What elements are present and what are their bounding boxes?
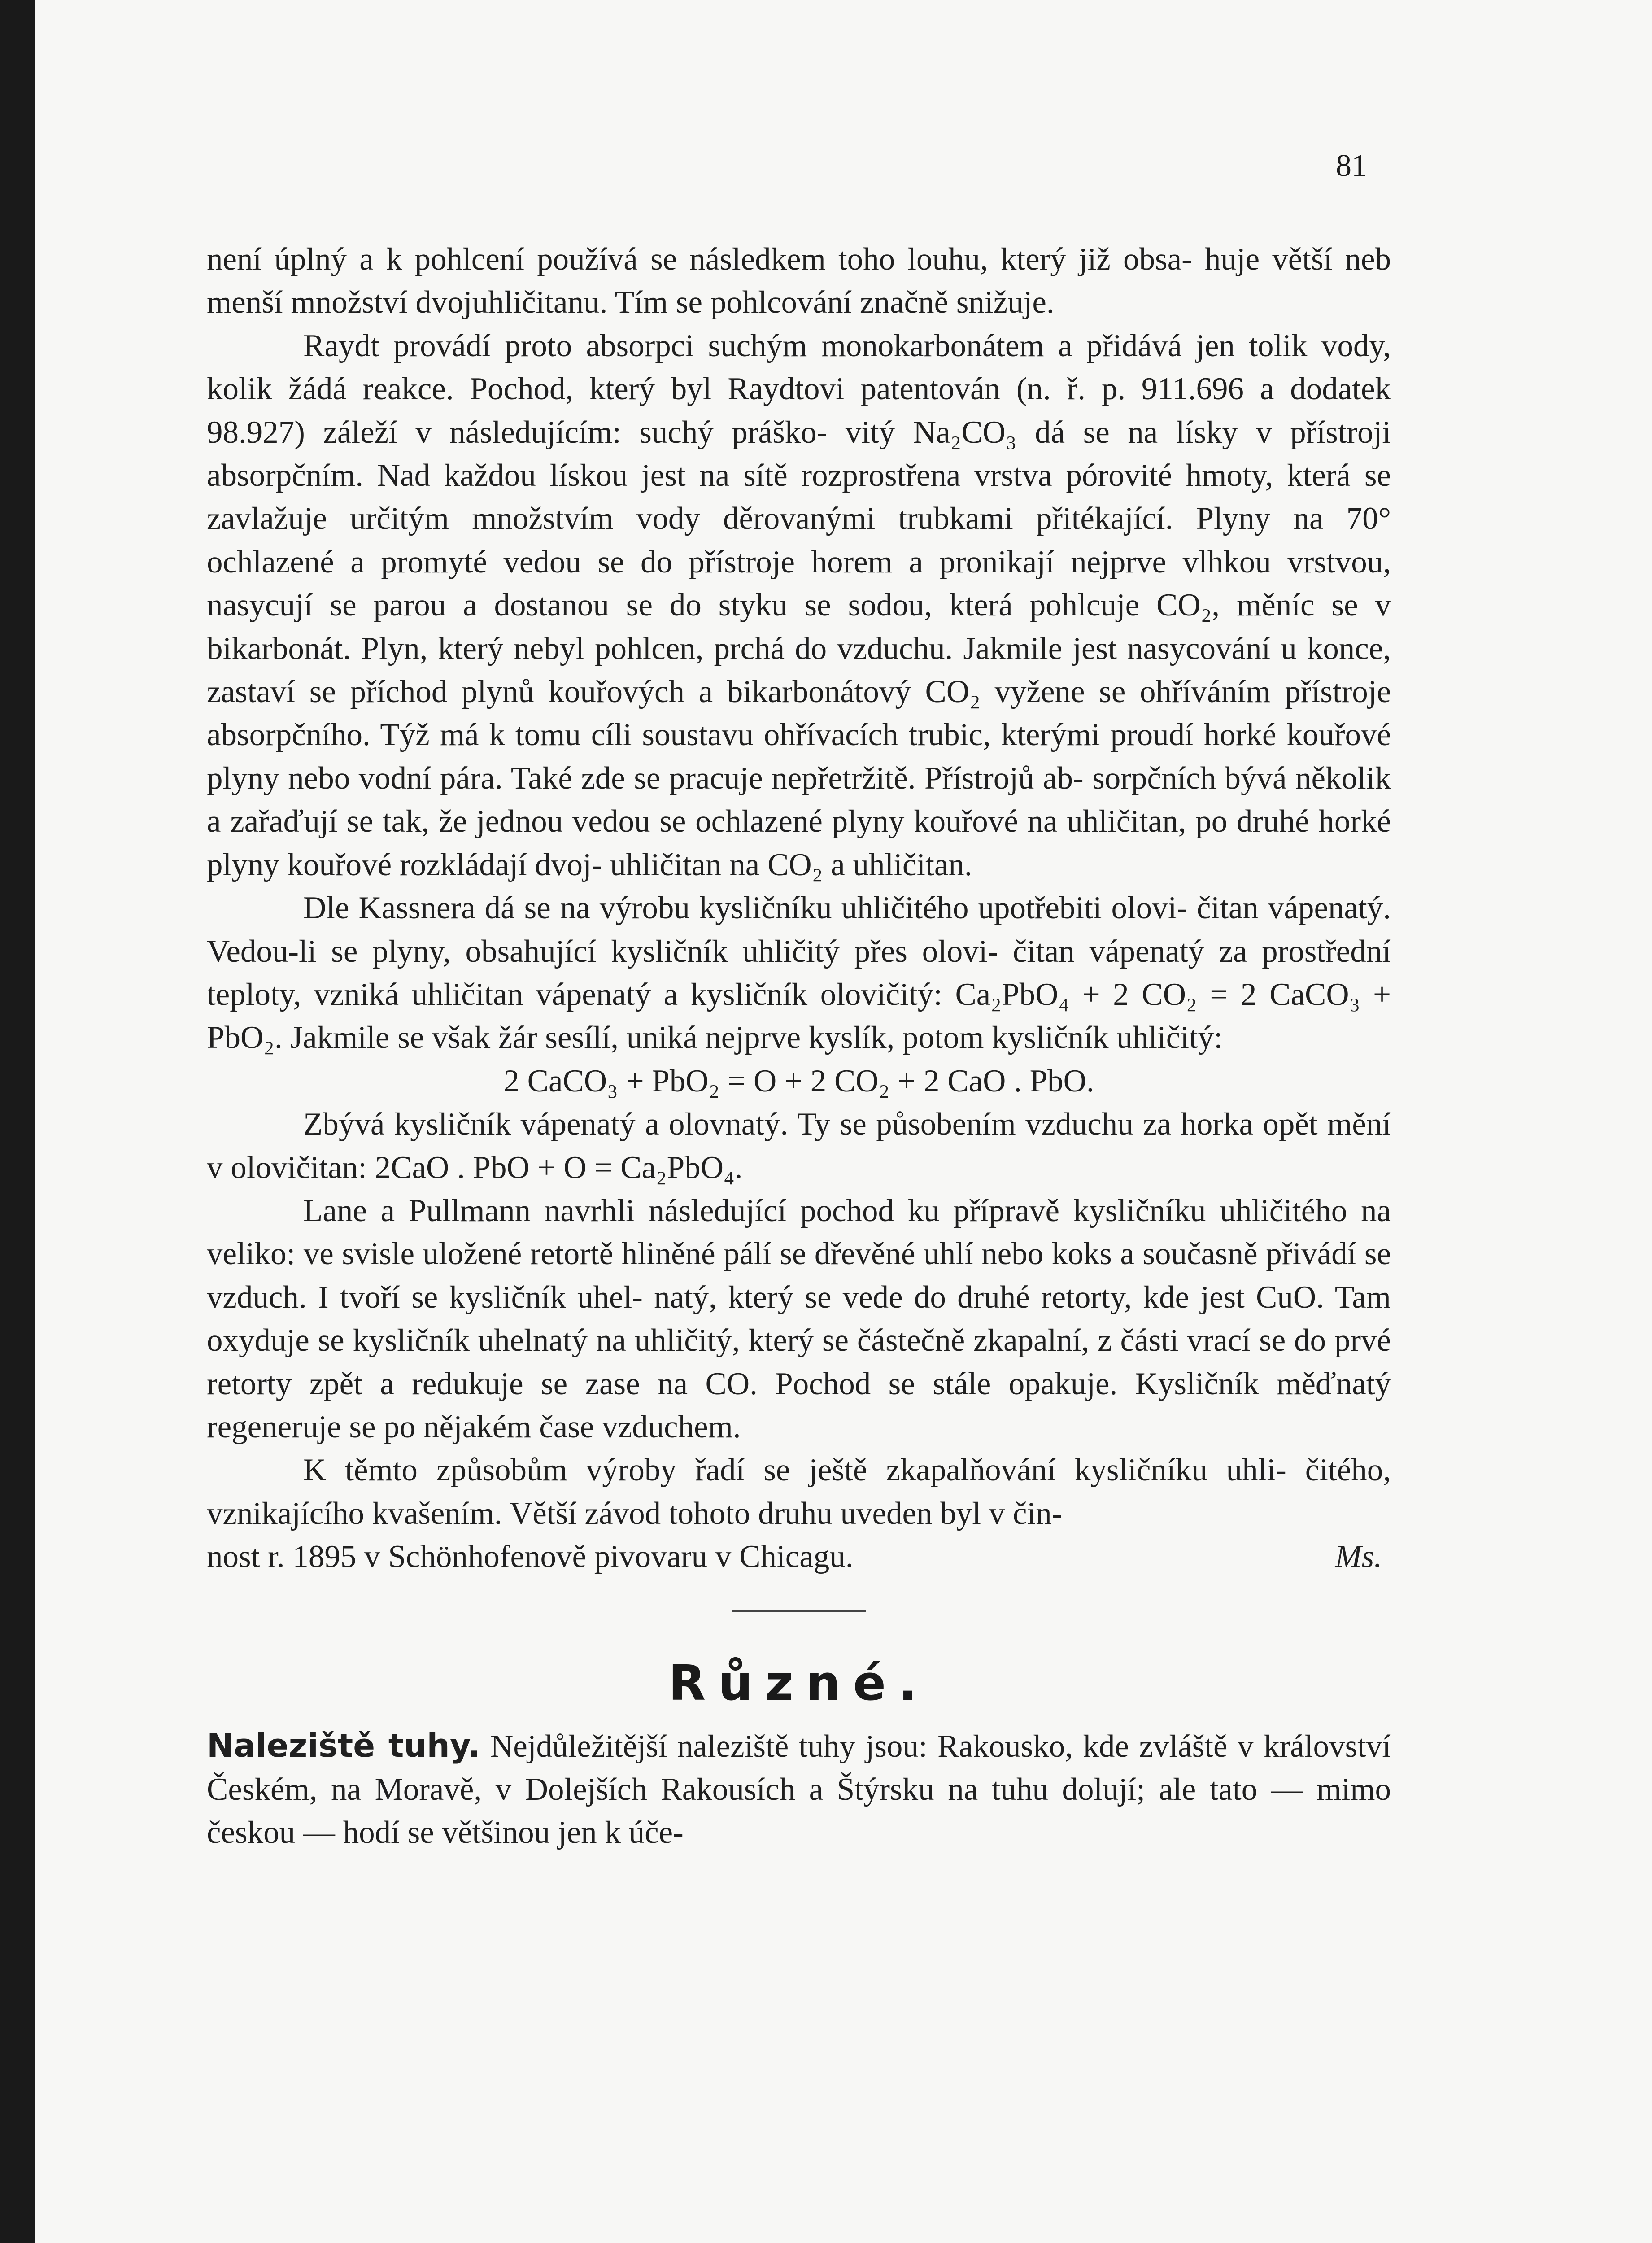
text-line: K těmto způsobům výroby řadí se ještě zkapalňování kysličníku uhli- — [303, 1453, 1286, 1488]
text-line: na sítě rozprostřena vrstva pórovité hmoty, která se zavlažuje určitým — [207, 458, 1391, 537]
author-signature: Ms. — [1335, 1539, 1382, 1575]
text-line: vitý Na₂CO₃ dá se na lísky v přístroji absorpčním. Nad každou lískou jest — [207, 415, 1391, 493]
section-lead: Naleziště tuhy. — [207, 1726, 480, 1764]
text-line: množstvím vody děrovanými trubkami přitékající. Plyny na 70° ochlazené — [207, 501, 1391, 580]
text-line: bikarbonátový CO₂ vyžene se ohříváním přístroje absorpčního. Týž má — [207, 674, 1391, 753]
text-line: čitan vápenatý. Vedou-li se plyny, obsahující kysličník uhličitý přes olovi- — [207, 890, 1391, 969]
signed-line — [207, 1535, 1391, 1578]
text-line: měníc se v bikarbonát. Plyn, který nebyl pohlcen, prchá do vzduchu. — [207, 588, 1391, 666]
text-line: horka opět mění v olovičitan: 2CaO . PbO + O = Ca₂PbO₄. — [207, 1107, 1391, 1185]
text-line: Jakmile jest nasycování u konce, zastaví se příchod plynů kouřových a — [207, 631, 1391, 710]
page-number: 81 — [1336, 148, 1367, 183]
text-line: Lane a Pullmann navrhli následující pochod ku přípravě kysličníku — [303, 1193, 1206, 1228]
text-line: plyny nebo vodní pára. Také zde se pracuje nepřetržitě. Přístrojů ab- — [207, 760, 1084, 796]
document-page — [35, 0, 1652, 2243]
chemical-equation: 2 CaCO₃ + PbO₂ = O + 2 CO₂ + 2 CaO . PbO. — [503, 1063, 1094, 1099]
paragraph-graphite — [207, 1724, 1391, 1855]
section-title: Různé. — [668, 1655, 930, 1711]
text-line: zvláště v království Českém, na Moravě, v Dolejších Rakousích a Štýrsku — [207, 1728, 1391, 1807]
text-line: uniká nejprve kyslík, potom kysličník uhličitý: — [626, 1020, 1223, 1056]
text-line: není úplný a k pohlcení používá se následkem toho louhu, který již obsa- — [207, 242, 1192, 277]
paragraph-lane-pullmann — [207, 1189, 1391, 1449]
text-line: olovičitý: Ca₂PbO₄ + 2 CO₂ = 2 CaCO₃ + PbO₂. Jakmile se však žár sesílí, — [207, 977, 1391, 1056]
text-line: k tomu cíli soustavu ohřívacích trubic, kterými proudí horké kouřové — [489, 717, 1391, 753]
text-line: snižuje. — [956, 285, 1055, 320]
text-line: natý, který se vede do druhé retorty, kde jest CuO. Tam oxyduje se — [207, 1279, 1391, 1358]
text-line: nasycují se parou a dostanou se do styku se sodou, která pohlcuje CO₂, — [207, 588, 1220, 623]
text-line: kysličník uhelnatý na uhličitý, který se částečně zkapalní, z části vrací se — [353, 1323, 1286, 1358]
text-line: nost r. 1895 v Schönhofenově pivovaru v Chicagu. — [207, 1539, 854, 1575]
paragraph-remaining — [207, 1103, 1391, 1189]
text-line: jen tolik vody, kolik žádá reakce. Pochod, který byl Raydtovi patentován — [207, 328, 1391, 407]
text-line: a promyté vedou se do přístroje horem a pronikají nejprve vlhkou vrstvou, — [350, 544, 1391, 580]
text-line: sorpčních bývá několik a zařaďují se tak, že jednou vedou se ochlazené — [207, 760, 1391, 839]
text-line: uhlí nebo koks a současně přivádí se vzduch. I tvoří se kysličník uhel- — [207, 1236, 1391, 1315]
text-line: (n. ř. p. 911.696 a dodatek 98.927) záleží v následujícím: suchý práško- — [207, 371, 1391, 450]
text-line: uhličitan na CO₂ a uhličitan. — [610, 847, 972, 882]
text-line: do prvé retorty zpět a redukuje se zase na CO. Pochod se stále opakuje. — [207, 1323, 1391, 1401]
body-text — [207, 238, 1391, 1855]
text-line: Raydt provádí proto absorpci suchým monokarbonátem a přidává — [303, 328, 1182, 363]
text-line: na tuhu dolují; ale tato — mimo českou — hodí se většinou jen k úče- — [207, 1772, 1391, 1850]
paragraph-kassner — [207, 886, 1391, 1060]
text-line: Zbývá kysličník vápenatý a olovnatý. Ty se působením vzduchu za — [303, 1107, 1171, 1142]
text-line: Kysličník měďnatý regeneruje se po nějakém čase vzduchem. — [207, 1366, 1391, 1444]
paragraph-raydt — [207, 324, 1391, 886]
text-line: Dle Kassnera dá se na výrobu kysličníku uhličitého upotřebiti olovi- — [303, 890, 1188, 926]
text-line: Nejdůležitější naleziště tuhy jsou: Rakousko, kde — [490, 1728, 1129, 1764]
text-line: huje větší neb menší množství dvojuhličitanu. Tím se pohlcování značně — [207, 242, 1391, 320]
text-line: uhličitého na veliko: ve svisle uložené retortě hliněné pálí se dřevěné — [207, 1193, 1391, 1272]
text-line: plyny kouřové na uhličitan, po druhé horké plyny kouřové rozkládají dvoj- — [207, 804, 1391, 882]
text-line: čitého, vznikajícího kvašením. Větší závod tohoto druhu uveden byl v čin- — [207, 1453, 1391, 1531]
section-divider — [732, 1610, 866, 1612]
text-line: čitan vápenatý za prostřední teploty, vzniká uhličitan vápenatý a kysličník — [207, 934, 1391, 1012]
paragraph-fermentation — [207, 1449, 1391, 1535]
paragraph-absorption-end — [207, 238, 1391, 324]
